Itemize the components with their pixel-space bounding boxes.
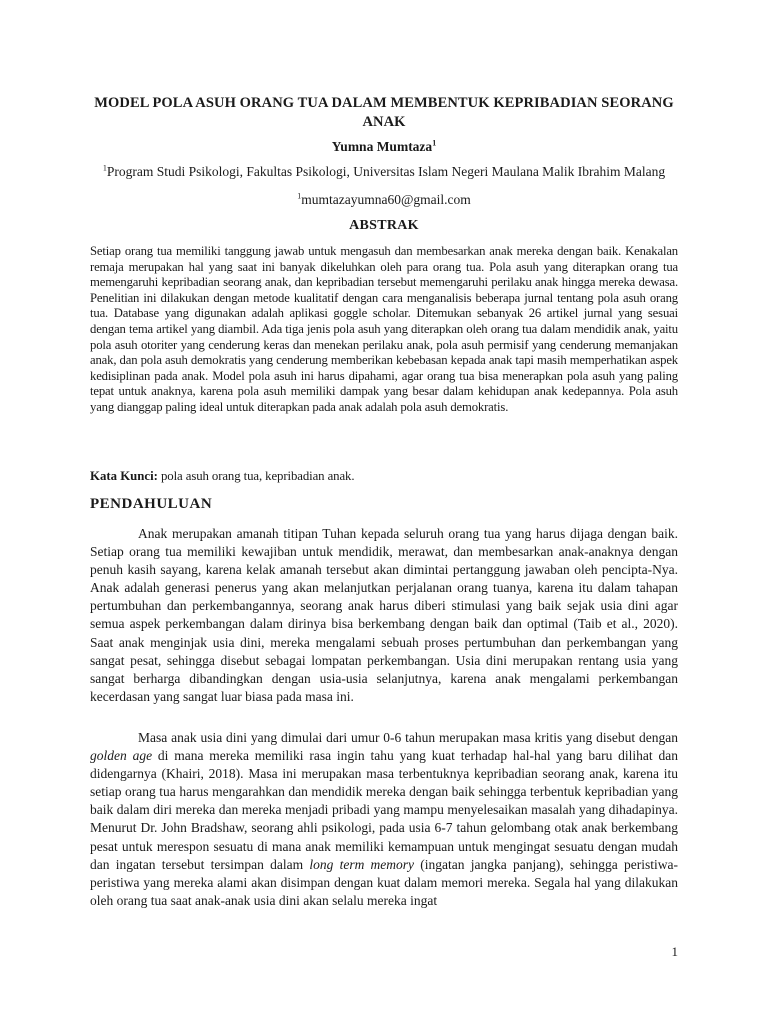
- abstract-heading: ABSTRAK: [349, 218, 419, 233]
- affiliation-text: Program Studi Psikologi, Fakultas Psikologi, Universitas Islam Negeri Maulana Malik Ibrahim Malang: [106, 164, 666, 179]
- long-term-memory-italic: long term memory: [309, 856, 415, 872]
- author-name: [90, 139, 678, 155]
- body-paragraph-1: Anak merupakan amanah titipan Tuhan kepada seluruh orang tua yang harus dijaga dengan baik. Setiap orang tua memiliki kewajiban untuk mendidik, merawat, dan membesarkan anak-anaknya dengan penuh kasih sayang, karena kelak amanah tersebut akan dimintai pertanggung jawaban oleh pencipta-Nya. Anak adalah generasi penerus yang akan melanjutkan perjalanan orang tuanya, karena itu dalam tahapan pertumbuhan dan perkembangannya, seorang anak harus diberi stimulasi yang baik sejak usia dini agar semua aspek perkembangan dalam dirinya bisa berkembang dengan baik dan optimal (Taib et al., 2020). Saat anak menginjak usia dini, mereka mengalami sebuah proses pertumbuhan dan perkembangan yang sangat pesat, sehingga disebut sebagai lompatan perkembangan. Usia dini merupakan rentang usia yang sangat berharga dibandingkan dengan usia-usia selanjutnya, karena anak mengalami perkembangan kecerdasan yang sangat luar biasa pada masa ini.: [90, 526, 678, 704]
- paragraph-2-text-a: Masa anak usia dini yang dimulai dari umur 0-6 tahun merupakan masa kritis yang disebut dengan: [138, 730, 678, 745]
- email-text: mumtazayumna60@gmail.com: [301, 192, 471, 207]
- keywords-text: pola asuh orang tua, kepribadian anak.: [157, 469, 355, 483]
- paper-title: MODEL POLA ASUH ORANG TUA DALAM MEMBENTUK KEPRIBADIAN SEORANG ANAK: [94, 95, 674, 130]
- author-email: [90, 192, 678, 208]
- abstract-body: Setiap orang tua memiliki tanggung jawab untuk mengasuh dan membesarkan anak mereka dengan baik. Kenakalan remaja merupakan hal yang saat ini banyak dikeluhkan oleh para orang tua. Pola asuh yang diterapkan orang tua memengaruhi kepribadian seorang anak, dan kepribadian tersebut memengaruhi perilaku anak hingga mereka dewasa. Penelitian ini dilakukan dengan metode kualitatif dengan cara menganalisis beberapa jurnal tentang pola asuh orang tua. Database yang digunakan adalah aplikasi goggle scholar. Ditemukan sebanyak 26 artikel jurnal yang sesuai dengan tema artikel yang diambil. Ada tiga jenis pola asuh yang diterapkan oleh orang tua dalam mendidik anak, yaitu pola asuh otoriter yang cenderung keras dan menekan perilaku anak, pola asuh permisif yang cenderung memanjakan anak, dan pola asuh demokratis yang cenderung memberikan kebebasan kepada anak tapi masih memperhatikan aspek kedisiplinan pada anak. Model pola asuh ini harus dipahami, agar orang tua bisa menerapkan pola asuh yang paling tepat untuk anaknya, karena pola asuh memiliki dampak yang besar dalam kehidupan anak kedepannya. Pola asuh yang dianggap paling ideal untuk diterapkan pada anak adalah pola asuh demokratis.: [90, 244, 678, 414]
- keywords: [90, 469, 678, 484]
- affiliation: [90, 164, 678, 180]
- email-superscript: 1: [297, 191, 302, 201]
- affiliation-superscript: 1: [102, 163, 107, 173]
- author-name-text: Yumna Mumtaza: [331, 139, 433, 154]
- section-heading-pendahuluan: PENDAHULUAN: [90, 496, 213, 512]
- author-superscript: 1: [432, 138, 437, 148]
- body-paragraph-2: [90, 729, 678, 910]
- keywords-label: Kata Kunci:: [90, 469, 158, 483]
- golden-age-italic: golden age: [90, 748, 153, 764]
- paragraph-2-text-b: di mana mereka memiliki rasa ingin tahu yang kuat terhadap hal-hal yang baru dilihat dan didengarnya (Khairi, 2018). Masa ini merupakan masa terbentuknya kepribadian seorang anak, karena itu setiap orang tua harus mengarahkan dan mendidik mereka dengan baik sehingga terbentuk kepribadian yang baik dalam diri mereka dan mereka menjadi pribadi yang mampu menyelesaikan masalah yang dihadapinya. Menurut Dr. John Bradshaw, seorang ahli psikologi, pada usia 6-7 tahun gelombang otak anak berkembang pesat untuk merespon sesuatu di mana anak memiliki kemampuan untuk mengingat sesuatu dengan mudah dan ingatan tersebut tersimpan dalam: [90, 748, 678, 872]
- paragraph-2-text-c: (ingatan jangka panjang), sehingga peristiwa-peristiwa yang mereka alami akan disimpan dengan kuat dalam memori mereka. Segala hal yang dilakukan oleh orang tua saat anak-anak usia dini akan selalu mereka ingat: [90, 856, 678, 908]
- page-number: 1: [671, 944, 678, 959]
